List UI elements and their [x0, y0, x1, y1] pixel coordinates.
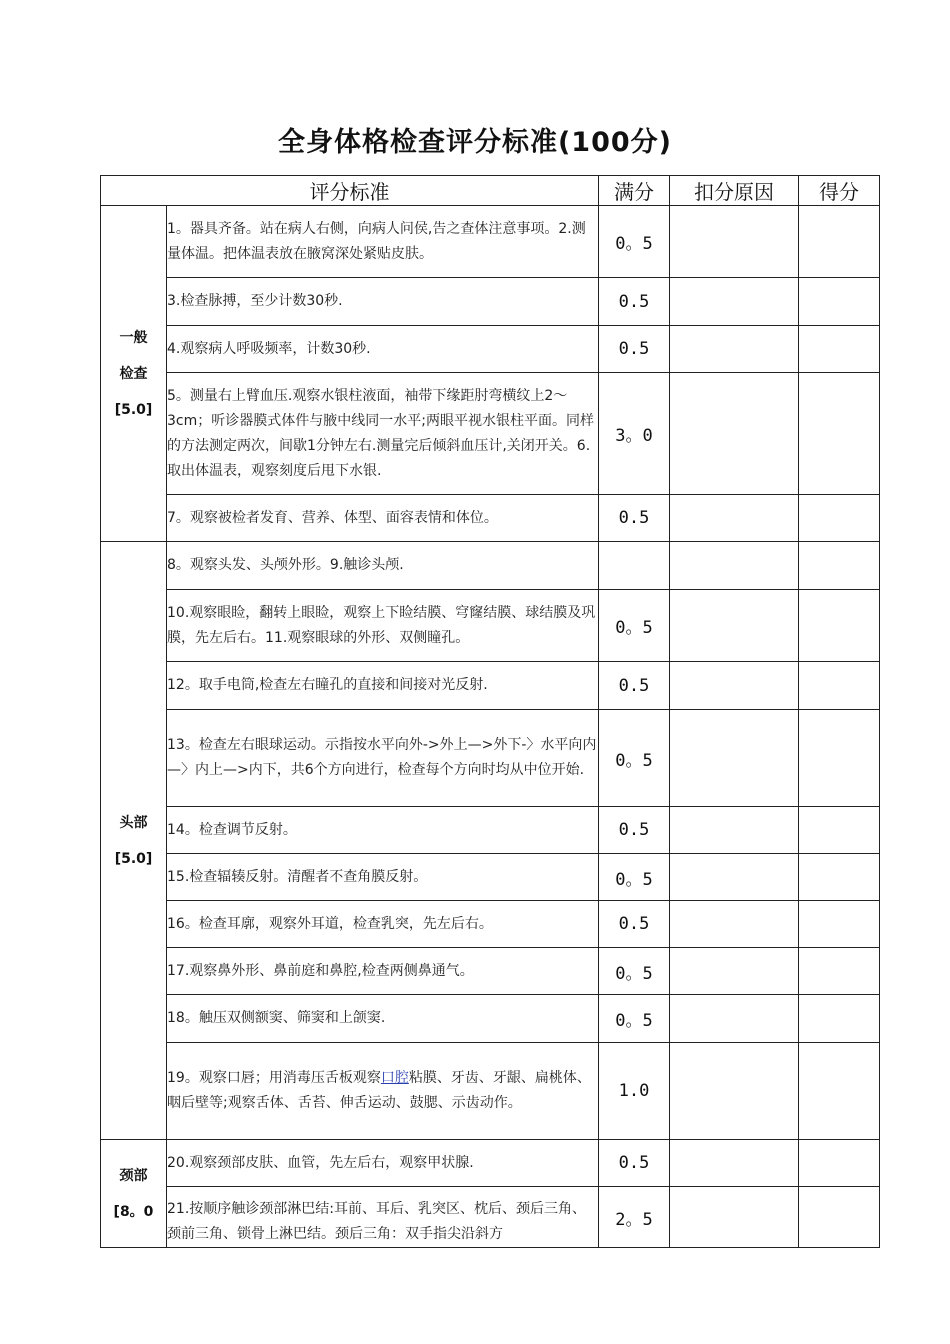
criteria-text: 21.按顺序触诊颈部淋巴结:耳前、耳后、乳突区、枕后、颈后三角、颈前三角、锁骨上淋巴结。颈后三角：双手指尖沿斜方 — [167, 1187, 599, 1248]
full-score: 0。5 — [599, 206, 670, 278]
deduction-reason-cell[interactable] — [670, 373, 799, 495]
table-row — [101, 206, 880, 278]
table-row — [101, 326, 880, 373]
full-score: 0。5 — [599, 995, 670, 1043]
full-score: 0。5 — [599, 710, 670, 807]
deduction-reason-cell[interactable] — [670, 1187, 799, 1248]
header-score: 得分 — [799, 176, 880, 206]
section-label: 颈部 — [119, 1167, 148, 1184]
section-points: [5.0] — [114, 401, 153, 418]
criteria-text: 8。观察头发、头颅外形。9.触诊头颅. — [167, 542, 599, 590]
criteria-text: 7。观察被检者发育、营养、体型、面容表情和体位。 — [167, 495, 599, 542]
section-label: 头部 — [119, 814, 148, 831]
deduction-reason-cell[interactable] — [670, 948, 799, 995]
deduction-reason-cell[interactable] — [670, 1043, 799, 1140]
criteria-text: 13。检查左右眼球运动。示指按水平向外->外上—>外下-〉水平向内—〉内上—>内下，共6个方向进行，检查每个方向时均从中位开始. — [167, 710, 599, 807]
deduction-reason-cell[interactable] — [670, 901, 799, 948]
deduction-reason-cell[interactable] — [670, 590, 799, 662]
score-cell[interactable] — [799, 901, 880, 948]
deduction-reason-cell[interactable] — [670, 278, 799, 326]
table-row — [101, 495, 880, 542]
criteria-text: 1。器具齐备。站在病人右侧，向病人问侯,告之查体注意事项。2.测量体温。把体温表放在腋窝深处紧贴皮肤。 — [167, 206, 599, 278]
score-cell[interactable] — [799, 1187, 880, 1248]
section-label: 检查 — [119, 365, 148, 382]
full-score: 0。5 — [599, 948, 670, 995]
table-row — [101, 373, 880, 495]
criteria-text: 3.检查脉搏，至少计数30秒. — [167, 278, 599, 326]
scoring-table — [100, 175, 880, 1248]
table-row — [101, 1140, 880, 1187]
table-row — [101, 662, 880, 710]
section-general — [101, 206, 167, 542]
criteria-text: 4.观察病人呼吸频率，计数30秒. — [167, 326, 599, 373]
score-cell[interactable] — [799, 278, 880, 326]
criteria-text-part: 19。观察口唇；用消毒压舌板观察 — [167, 1070, 381, 1086]
section-label: 一般 — [119, 329, 148, 346]
full-score: 0.5 — [599, 1140, 670, 1187]
criteria-text: 5。测量右上臂血压.观察水银柱液面，袖带下缘距肘弯横纹上2～3cm；听诊器膜式体件与腋中线同一水平;两眼平视水银柱平面。同样的方法测定两次，间歇1分钟左右.测量完后倾斜血压计,关闭开关。6.取出体温表，观察刻度后甩下水银. — [167, 373, 599, 495]
score-cell[interactable] — [799, 710, 880, 807]
criteria-text — [167, 1043, 599, 1140]
page-title: 全身体格检查评分标准(100分) — [277, 127, 673, 158]
full-score: 0.5 — [599, 662, 670, 710]
full-score: 0。5 — [599, 854, 670, 901]
table-row — [101, 1187, 880, 1248]
score-cell[interactable] — [799, 662, 880, 710]
score-cell[interactable] — [799, 542, 880, 590]
header-deduction-reason: 扣分原因 — [670, 176, 799, 206]
criteria-text: 17.观察鼻外形、鼻前庭和鼻腔,检查两侧鼻通气。 — [167, 948, 599, 995]
full-score: 0.5 — [599, 495, 670, 542]
score-cell[interactable] — [799, 854, 880, 901]
table-row — [101, 590, 880, 662]
score-cell[interactable] — [799, 590, 880, 662]
criteria-text: 16。检查耳廓，观察外耳道，检查乳突，先左后右。 — [167, 901, 599, 948]
score-cell[interactable] — [799, 1140, 880, 1187]
header-criteria: 评分标准 — [101, 176, 599, 206]
score-cell[interactable] — [799, 1043, 880, 1140]
deduction-reason-cell[interactable] — [670, 854, 799, 901]
criteria-text-part: 粘膜、牙齿、牙龈、扁桃体、咽后壁等;观察舌体、舌苔、伸舌运动、鼓腮、示齿动作。 — [167, 1070, 591, 1111]
deduction-reason-cell[interactable] — [670, 542, 799, 590]
header-row — [101, 176, 880, 206]
table-row — [101, 807, 880, 854]
full-score: 3。0 — [599, 373, 670, 495]
criteria-text: 20.观察颈部皮肤、血管，先左后右，观察甲状腺. — [167, 1140, 599, 1187]
score-cell[interactable] — [799, 206, 880, 278]
criteria-text: 15.检查辐辏反射。清醒者不查角膜反射。 — [167, 854, 599, 901]
criteria-text: 14。检查调节反射。 — [167, 807, 599, 854]
deduction-reason-cell[interactable] — [670, 662, 799, 710]
table-row — [101, 710, 880, 807]
score-cell[interactable] — [799, 373, 880, 495]
full-score — [599, 542, 670, 590]
table-row — [101, 854, 880, 901]
full-score: 0.5 — [599, 278, 670, 326]
table-row — [101, 948, 880, 995]
criteria-text: 10.观察眼睑，翻转上眼睑，观察上下睑结膜、穹窿结膜、球结膜及巩膜，先左后右。11.观察眼球的外形、双侧瞳孔。 — [167, 590, 599, 662]
score-cell[interactable] — [799, 807, 880, 854]
section-points: [5.0] — [114, 850, 153, 867]
deduction-reason-cell[interactable] — [670, 326, 799, 373]
table-row — [101, 542, 880, 590]
deduction-reason-cell[interactable] — [670, 807, 799, 854]
full-score: 0.5 — [599, 901, 670, 948]
deduction-reason-cell[interactable] — [670, 710, 799, 807]
table-row — [101, 995, 880, 1043]
deduction-reason-cell[interactable] — [670, 995, 799, 1043]
criteria-text: 18。触压双侧额窦、筛窦和上颌窦. — [167, 995, 599, 1043]
header-full-score: 满分 — [599, 176, 670, 206]
section-neck — [101, 1140, 167, 1248]
table-row — [101, 901, 880, 948]
score-cell[interactable] — [799, 495, 880, 542]
table-row — [101, 278, 880, 326]
score-cell[interactable] — [799, 995, 880, 1043]
criteria-text: 12。取手电筒,检查左右瞳孔的直接和间接对光反射. — [167, 662, 599, 710]
full-score: 1.0 — [599, 1043, 670, 1140]
full-score: 2。5 — [599, 1187, 670, 1248]
full-score: 0.5 — [599, 807, 670, 854]
oral-cavity-link[interactable]: 口腔 — [380, 1070, 409, 1086]
deduction-reason-cell[interactable] — [670, 495, 799, 542]
section-points: [8。0 — [113, 1203, 154, 1220]
score-cell[interactable] — [799, 948, 880, 995]
score-cell[interactable] — [799, 326, 880, 373]
deduction-reason-cell[interactable] — [670, 206, 799, 278]
table-row — [101, 1043, 880, 1140]
full-score: 0.5 — [599, 326, 670, 373]
section-head — [101, 542, 167, 1140]
full-score: 0。5 — [599, 590, 670, 662]
deduction-reason-cell[interactable] — [670, 1140, 799, 1187]
